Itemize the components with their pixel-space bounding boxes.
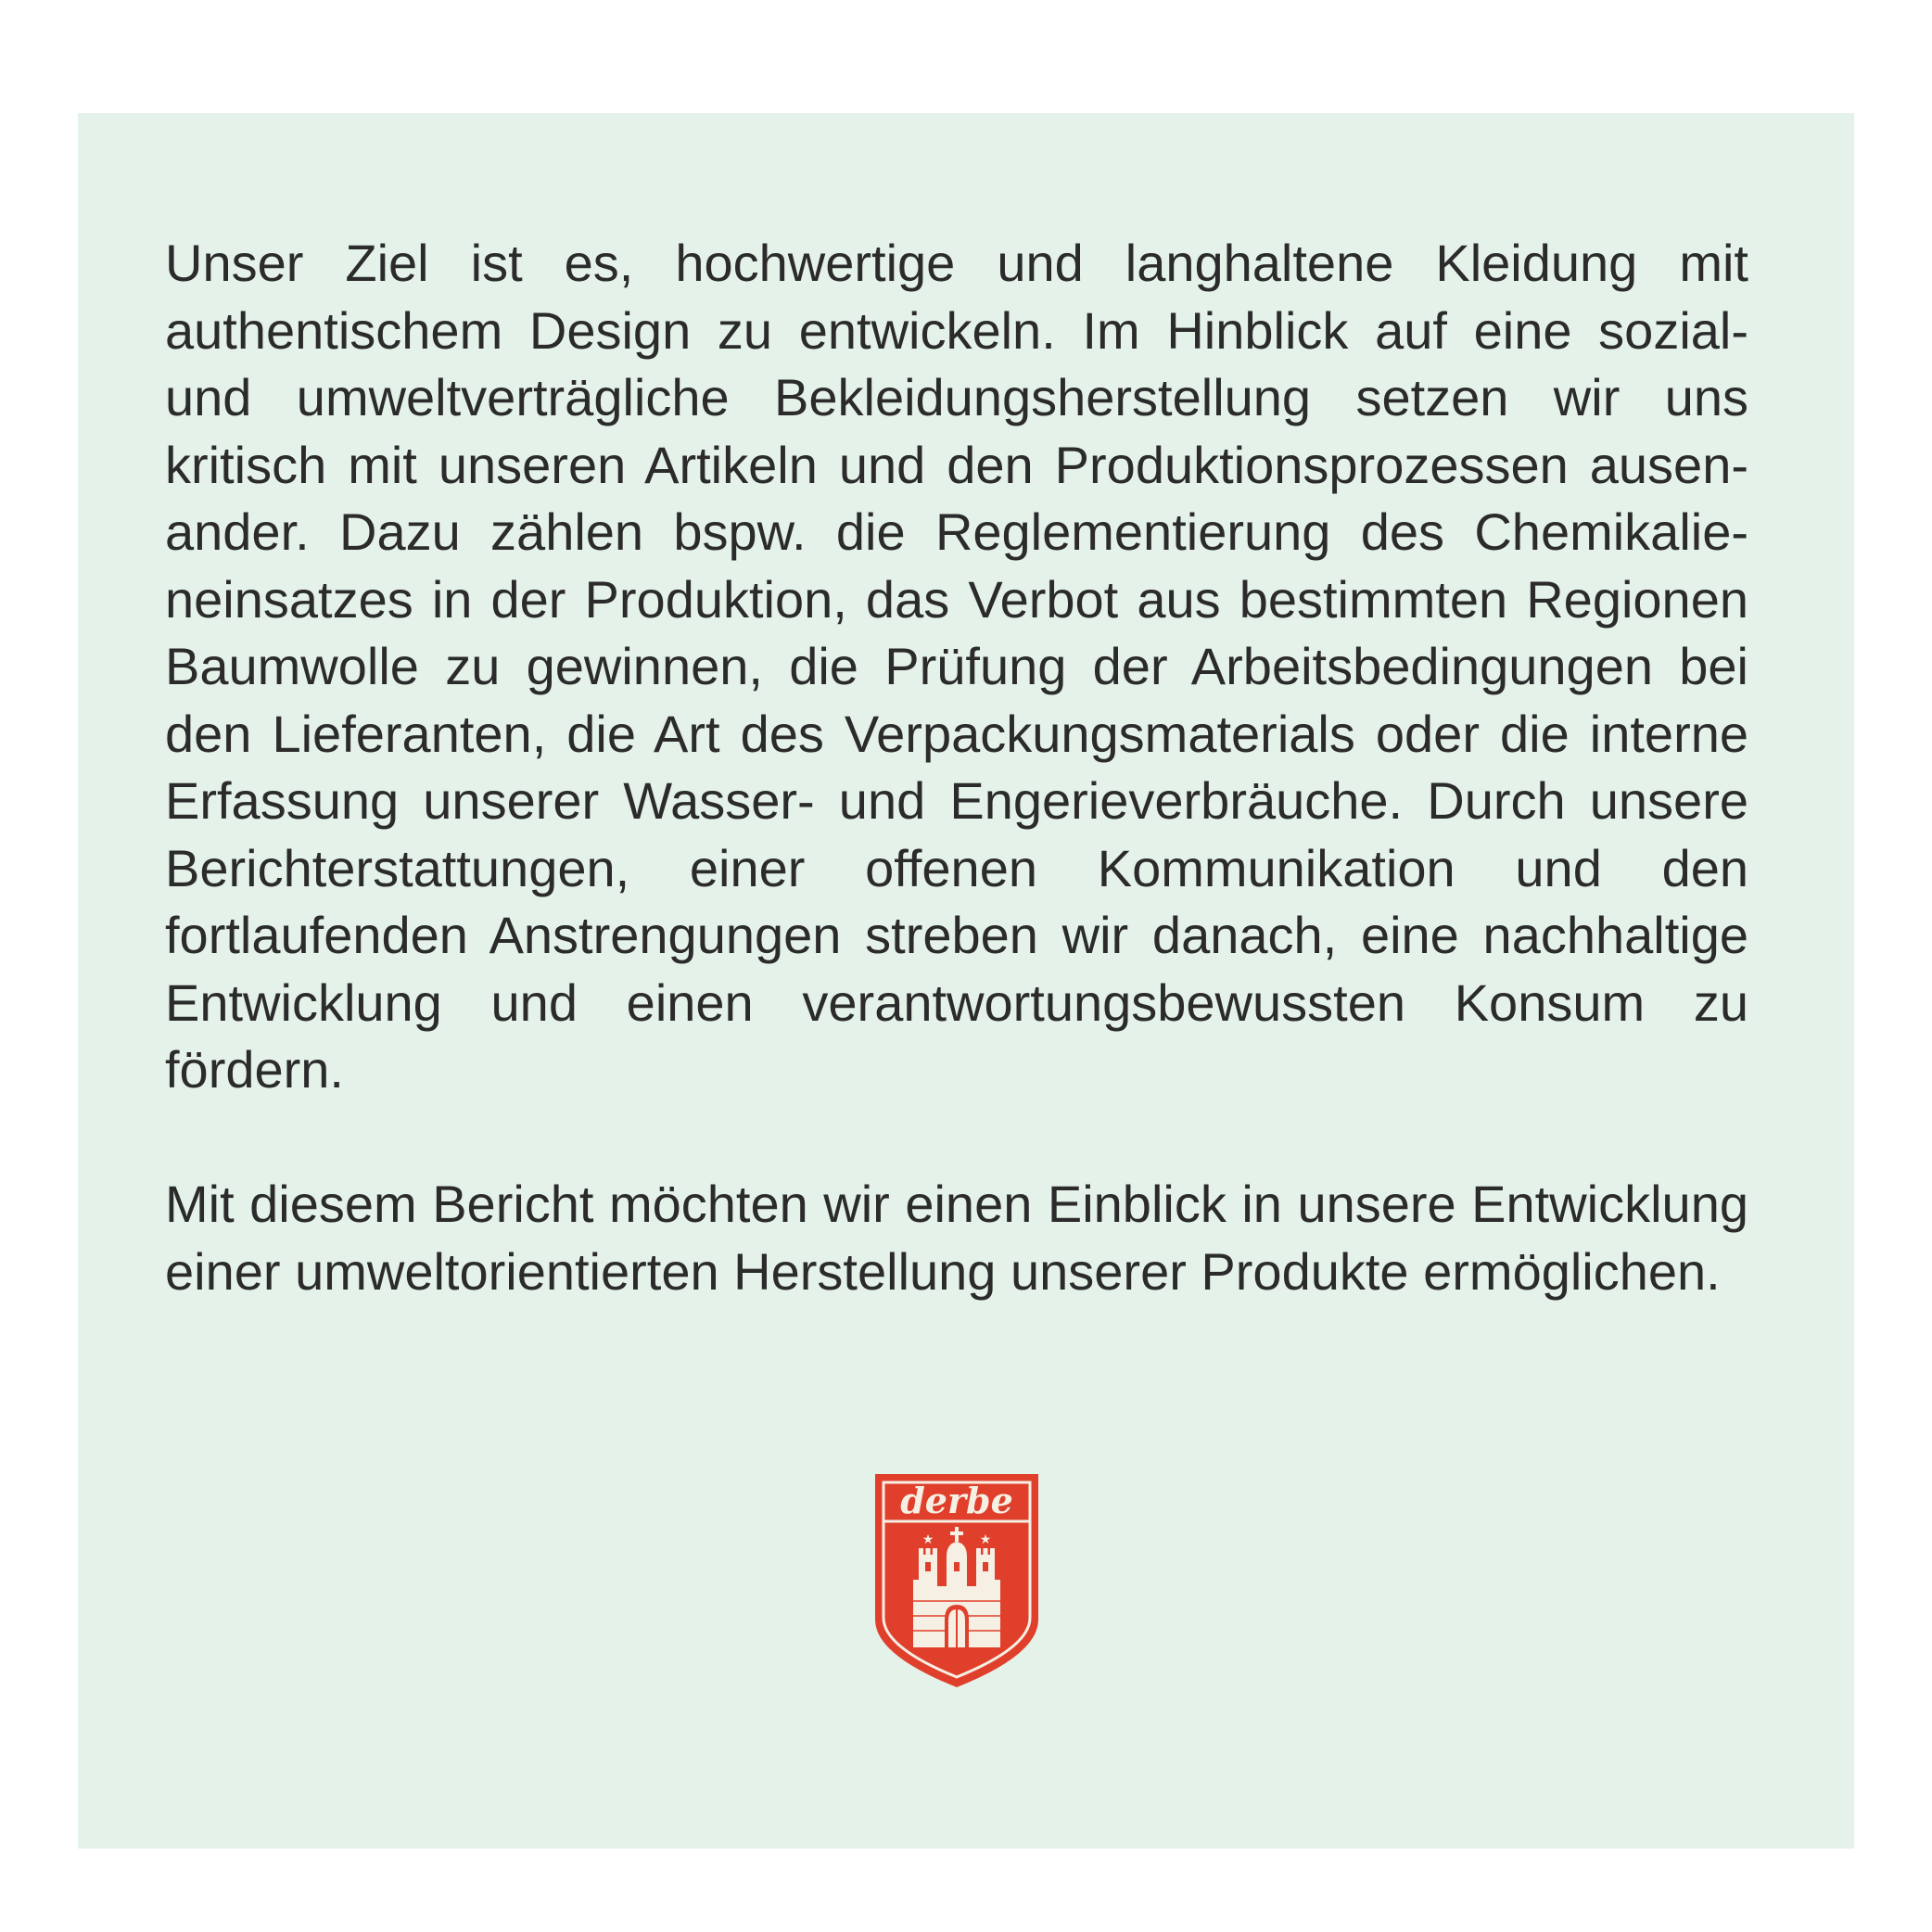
paragraph-1: Unser Ziel ist es, hochwertige und langhaltene Kleidung mit authentischem Design zu entwickeln. Im Hinblick auf eine sozial- und umweltverträgliche Bekleidungsherstellung setzen wir uns kritisch mit unseren Artikeln und den Produktionsprozessen ausenander. Dazu zählen bspw. die Reglementierung des Chemikalieneinsatzes in der Produktion, das Verbot aus bestimmten Regionen Baumwolle zu gewinnen, die Prüfung der Arbeitsbedingungen bei den Lieferanten, die Art des Verpackungsmaterials oder die interne Erfassung unserer Wasser- und Engerieverbräuche. Durch unsere Berichterstattungen, einer offenen Kommunikation und den fortlaufenden Anstrengungen streben wir danach, eine nachhaltige Entwicklung und einen verantwortungsbewussten Konsum zu fördern. [165, 234, 1748, 1099]
derbe-logo [872, 1471, 1041, 1690]
body-text [165, 230, 1748, 1305]
logo-wordmark: derbe [900, 1480, 1013, 1521]
svg-text:★: ★ [979, 1532, 992, 1547]
paragraph-2: Mit diesem Bericht möchten wir einen Einblick in unsere Entwicklung einer umweltorientierten Herstellung unserer Produkte ermöglichen. [165, 1175, 1748, 1301]
hamburg-castle-crest-icon [872, 1471, 1041, 1690]
svg-text:★: ★ [922, 1532, 934, 1547]
